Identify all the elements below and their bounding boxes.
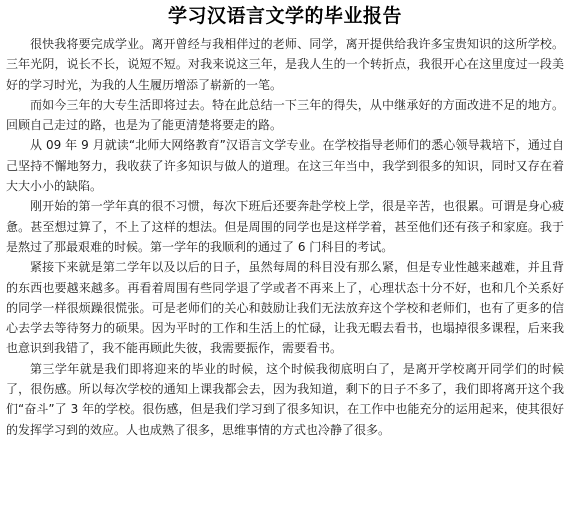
paragraph-4: 刚开始的第一学年真的很不习惯，每次下班后还要奔赴学校上学，很是辛苦，也很累。可谓是身心疲惫。甚至想过算了，不上了这样的想法。但是周围的同学也是这样学着，甚至他们还有孩子和家庭。我于是熬过了那最艰难的时候。第一学年的我顺利的通过了 6 门科目的考试。 <box>6 199 564 254</box>
paragraph-5: 紧接下来就是第二学年以及以后的日子，虽然每周的科目没有那么紧，但是专业性越来越难，并且背的东西也要越来越多。再看着周围有些同学退了学或者不再来上了，心理状态十分不好，也和几个关系好的同学一样很烦躁很慌张。可是老师们的关心和鼓励让我们无法放弃这个学校和老师们，也有了更多的信心去学去等待努力的硕果。因为平时的工作和生活上的忙碌，让我无暇去看书，也塌掉很多课程，后来我也意识到我错了，我不能再顾此失彼，我需要振作，需要看书。 <box>6 260 564 356</box>
document-title: 学习汉语言文学的毕业报告 <box>167 5 402 27</box>
paragraph-1: 很快我将要完成学业。离开曾经与我相伴过的老师、同学，离开提供给我许多宝贵知识的这所学校。三年光阴，说长不长，说短不短。对我来说这三年，是我人生的一个转折点，我很开心在这里度过一段美好的学习时光，为我的人生履历增添了崭新的一笔。 <box>6 37 564 92</box>
paragraph-3: 从 09 年 9 月就读“北师大网络教育”汉语言文学专业。在学校指导老师们的悉心领导栽培下，通过自己坚持不懈地努力，我收获了许多知识与做人的道理。在这三年当中，我学到很多的知识，同时又存在着大大小小的缺陷。 <box>6 138 564 194</box>
paragraph-2: 而如今三年的大专生活即将过去。特在此总结一下三年的得失，从中继承好的方面改进不足的地方。回顾自己走过的路，也是为了能更清楚将要走的路。 <box>6 97 564 133</box>
paragraph-6: 第三学年就是我们即将迎来的毕业的时候，这个时候我彻底明白了，是离开学校离开同学们的时候了，很伤感。所以每次学校的通知上课我都会去，因为我知道，剩下的日子不多了，我们即将离开这个我们“奋斗”了 3 年的学校。很伤感，但是我们学习到了很多知识，在工作中也能充分的运用起来，使其很好的发挥学习到的效应。人也成熟了很多，思维事情的方式也冷静了很多。 <box>6 361 564 437</box>
document-body <box>6 34 564 440</box>
